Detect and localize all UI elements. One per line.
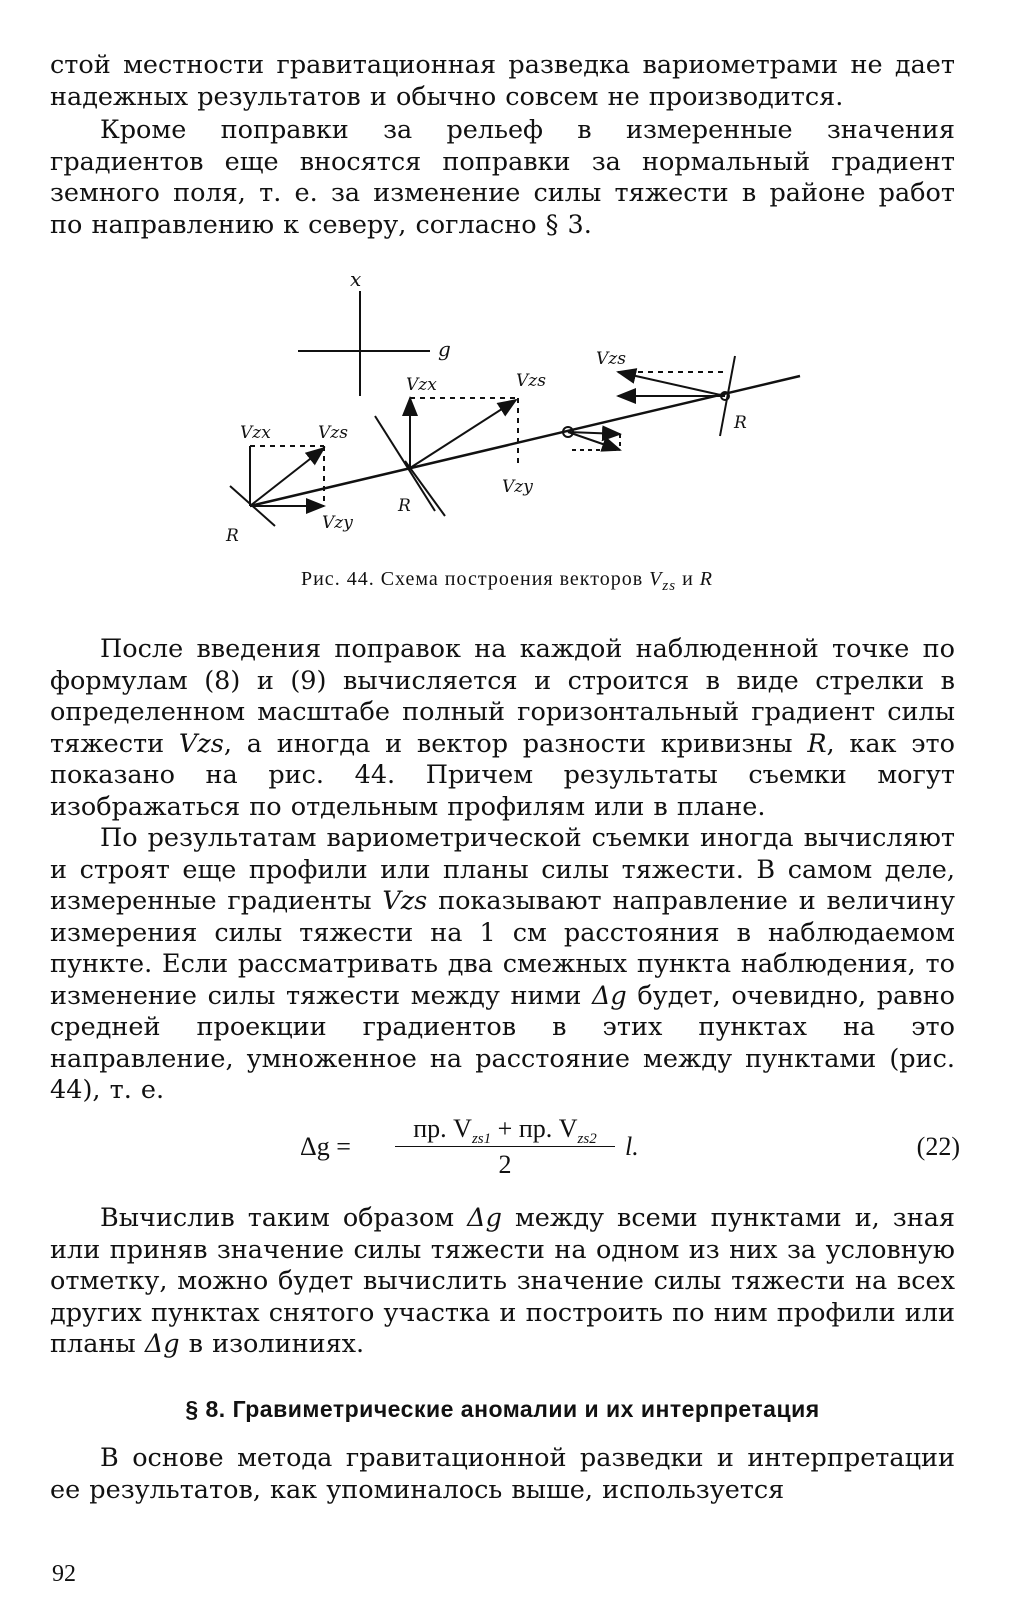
- label-vzs-1: Vzs: [318, 423, 348, 443]
- figure-44-diagram: [200, 256, 820, 556]
- vzs-arrow-4: [618, 372, 725, 396]
- section-heading: § 8. Гравиметрические аномалии и их интерпретация: [185, 1396, 820, 1422]
- symbol-r: R: [807, 728, 827, 759]
- label-vzs-4: Vzs: [596, 349, 626, 369]
- paragraph-1: стой местности гравитационная разведка вариометрами не дает надежных результатов и обычно совсем не производится.: [50, 50, 955, 112]
- formula-22: Δg = пр. $V_{zs1}$ + пр. $V_{zs2}$ 2 l. (22): [300, 1114, 960, 1179]
- r-line-2b: [405, 461, 445, 516]
- label-vzy-2: Vzy: [502, 477, 533, 497]
- paragraph-2: Кроме поправки за рельеф в измеренные значения градиентов еще вносятся поправки за нормальный градиент земного поля, т. е. за изменение силы тяжести в районе работ по направлению к северу, согласно § 3.: [50, 115, 955, 240]
- label-vzx-2: Vzx: [406, 375, 437, 395]
- paragraph-6: В основе метода гравитационной разведки и интерпретации ее результатов, как упоминалось выше, используется: [50, 1443, 955, 1505]
- page-number: 92: [52, 1561, 76, 1587]
- label-vzy-1: Vzy: [322, 513, 353, 533]
- axis-x-label: x: [350, 267, 362, 291]
- label-r-4: R: [734, 413, 747, 433]
- axis-g-label: g: [438, 337, 451, 361]
- paragraph-4: По результатам вариометрической съемки иногда вычисляют и строят еще профили или планы силы тяжести. В самом деле, измеренные градиенты Vzs показывают направление и величину измерения силы тяжести на 1 см расстояния в наблюдаемом пункте. Если рассматривать два смежных пункта наблюдения, то изменение силы тяжести между ними Δg будет, очевидно, равно средней проекции градиентов в этих пунктах на это направление, умноженное на расстояние между пунктами (рис. 44), т. е.: [50, 823, 956, 1105]
- vzs-arrow-2: [410, 400, 516, 468]
- paragraph-3: После введения поправок на каждой наблюденной точке по формулам (8) и (9) вычисляется и строится в виде стрелки в определенном масштабе полный горизонтальный градиент силы тяжести Vzs, а иногда и вектор разности кривизны R, как это показано на рис. 44. Причем результаты съемки могут изображаться по отдельным профилям или в плане.: [50, 634, 955, 822]
- label-vzx-1: Vzx: [240, 423, 271, 443]
- symbol-vzs: Vzs: [178, 728, 224, 759]
- label-vzs-2: Vzs: [516, 371, 546, 391]
- paragraph-5: Вычислив таким образом Δg между всеми пунктами и, зная или приняв значение силы тяжести на одном из них за условную отметку, можно будет вычислить значение силы тяжести на всех других пунктах снятого участка и построить по ним профили или планы Δg в изолиниях.: [50, 1203, 955, 1359]
- label-r-2: R: [398, 496, 411, 516]
- figure-caption: Рис. 44. Схема построения векторов $V_{zs}$ и R: [300, 568, 713, 594]
- label-r-1: R: [226, 526, 239, 546]
